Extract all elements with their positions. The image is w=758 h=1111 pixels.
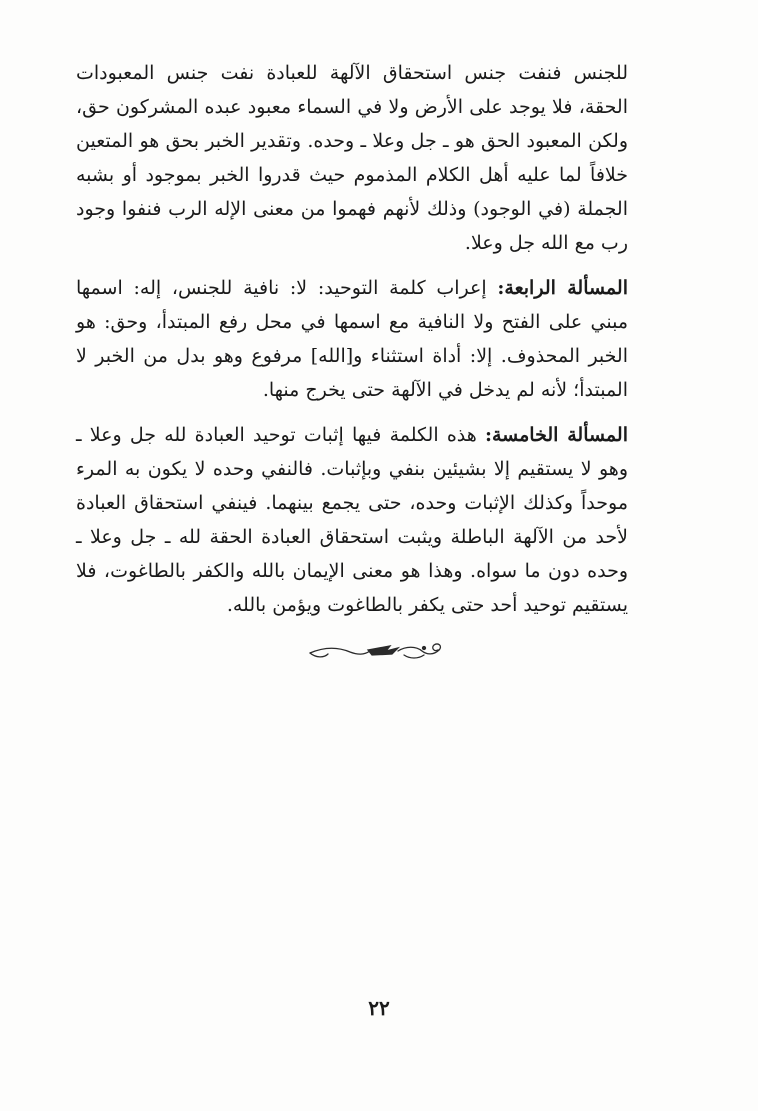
paragraph-fifth-issue: [76, 418, 628, 622]
paragraph-fourth-issue: [76, 271, 628, 407]
page-number: ٢٢: [368, 996, 390, 1020]
paragraph-heading: المسألة الرابعة:: [497, 277, 628, 299]
paragraph-body: للجنس فنفت جنس استحقاق الآلهة للعبادة نفت جنس المعبودات الحقة، فلا يوجد على الأرض ولا في السماء معبود عبده المشركون حق، ولكن المعبود الحق هو ـ جل وعلا ـ وحده. وتقدير الخبر بحق هو المتعين خلافاً لما عليه أهل الكلام المذموم حيث قدروا الخبر بموجود أو بشبه الجملة (في الوجود) وذلك لأنهم فهموا من معنى الإله الرب فنفوا وجود رب مع الله جل وعلا.: [76, 62, 628, 254]
paragraph-body: إعراب كلمة التوحيد: لا: نافية للجنس، إله: اسمها مبني على الفتح ولا النافية مع اسمها في محل رفع المبتدأ، وحق: هو الخبر المحذوف. إلا: أداة استثناء و[الله] مرفوع وهو بدل من الخبر لا المبتدأ؛ لأنه لم يدخل في الآلهة حتى يخرج منها.: [76, 277, 628, 401]
paragraph-body: هذه الكلمة فيها إثبات توحيد العبادة لله جل وعلا ـ وهو لا يستقيم إلا بشيئين بنفي وبإثبات. فالنفي وحده لا يكون به المرء موحداً وكذلك الإثبات وحده، حتى يجمع بينهما. فينفي استحقاق العبادة لأحد من الآلهة الباطلة ويثبت استحقاق العبادة الحقة لله ـ جل وعلا ـ وحده دون ما سواه. وهذا هو معنى الإيمان بالله والكفر بالطاغوت، فلا يستقيم توحيد أحد حتى يكفر بالطاغوت ويؤمن بالله.: [76, 424, 628, 616]
paragraph-intro: [76, 56, 628, 260]
decorative-flourish-icon: [306, 636, 446, 666]
paragraph-heading: المسألة الخامسة:: [484, 424, 628, 446]
main-text: [76, 56, 628, 633]
